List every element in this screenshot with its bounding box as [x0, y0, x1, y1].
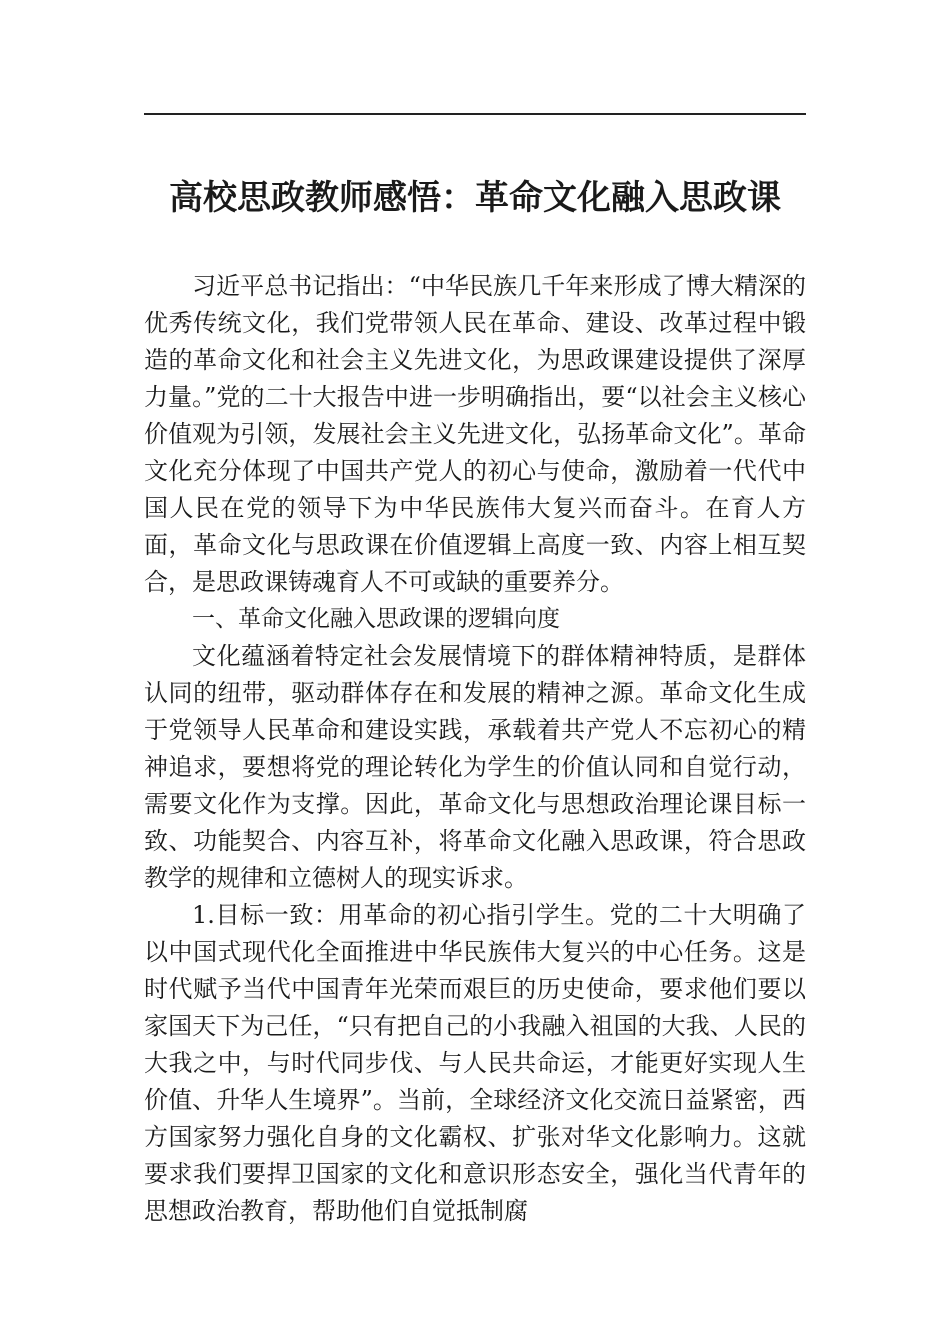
document-body — [144, 268, 806, 1230]
paragraph-intro: 习近平总书记指出：“中华民族几千年来形成了博大精深的优秀传统文化，我们党带领人民在革命、建设、改革过程中锻造的革命文化和社会主义先进文化，为思政课建设提供了深厚力量。”党的二十大报告中进一步明确指出，要“以社会主义核心价值观为引领，发展社会主义先进文化，弘扬革命文化”。革命文化充分体现了中国共产党人的初心与使命，激励着一代代中国人民在党的领导下为中华民族伟大复兴而奋斗。在育人方面，革命文化与思政课在价值逻辑上高度一致、内容上相互契合，是思政课铸魂育人不可或缺的重要养分。 — [144, 272, 806, 596]
paragraph-logic: 文化蕴涵着特定社会发展情境下的群体精神特质，是群体认同的纽带，驱动群体存在和发展的精神之源。革命文化生成于党领导人民革命和建设实践，承载着共产党人不忘初心的精神追求，要想将党的理论转化为学生的价值认同和自觉行动，需要文化作为支撑。因此，革命文化与思想政治理论课目标一致、功能契合、内容互补，将革命文化融入思政课，符合思政教学的规律和立德树人的现实诉求。 — [144, 642, 806, 892]
paragraph-goal: 1.目标一致：用革命的初心指引学生。党的二十大明确了以中国式现代化全面推进中华民族伟大复兴的中心任务。这是时代赋予当代中国青年光荣而艰巨的历史使命，要求他们要以家国天下为己任，“只有把自己的小我融入祖国的大我、人民的大我之中，与时代同步伐、与人民共命运，才能更好实现人生价值、升华人生境界”。当前，全球经济文化交流日益紧密，西方国家努力强化自身的文化霸权、扩张对华文化影响力。这就要求我们要捍卫国家的文化和意识形态安全，强化当代青年的思想政治教育，帮助他们自觉抵制腐 — [144, 901, 806, 1225]
header-rule — [144, 113, 806, 115]
document-title: 高校思政教师感悟：革命文化融入思政课 — [169, 178, 781, 218]
section-heading: 一、革命文化融入思政课的逻辑向度 — [192, 606, 560, 632]
